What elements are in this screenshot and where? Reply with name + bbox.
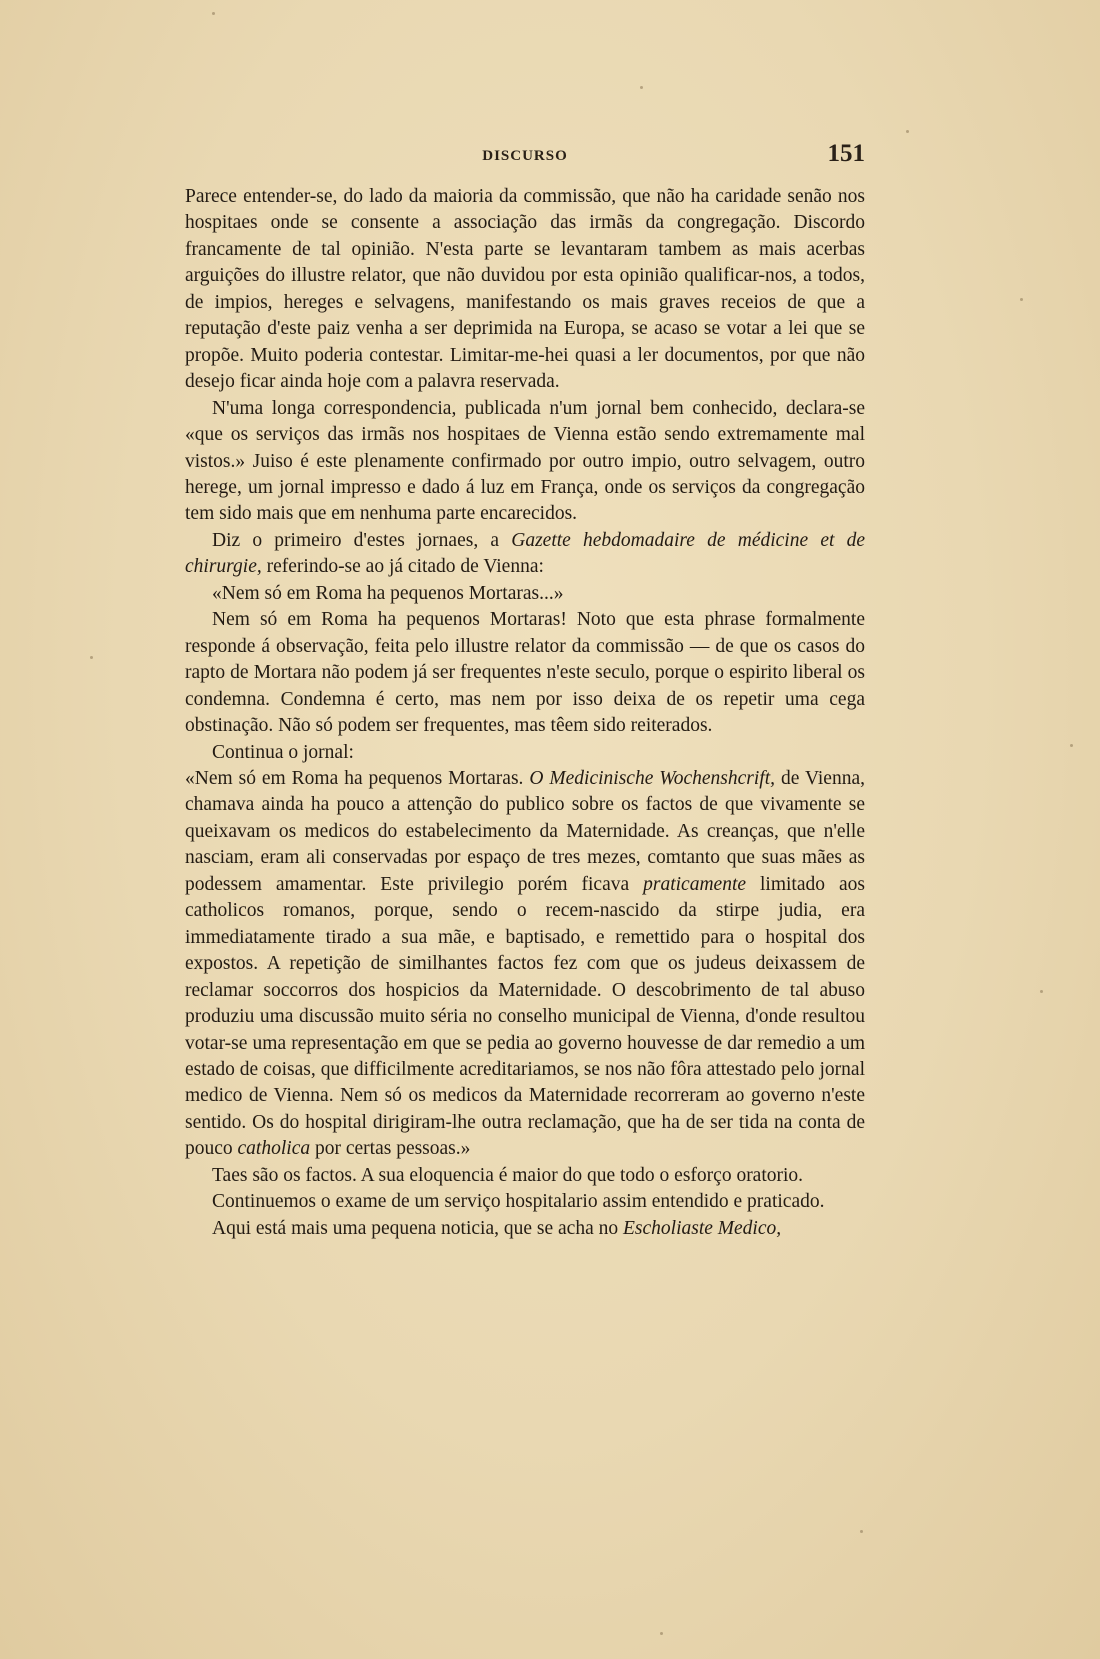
page-number: 151 [827,140,865,167]
paragraph-text: Diz o primeiro d'estes jornaes, a [212,529,512,551]
paper-speck [906,130,909,133]
emphasis-italic: praticamente [643,873,747,895]
journal-title-italic: O Medicinische Wochenshcrift, [529,767,776,789]
quote-paragraph [185,766,865,1163]
paper-speck [660,1632,663,1635]
paragraph [185,1216,865,1242]
text-column [185,184,865,1242]
paper-speck [640,86,643,89]
paper-speck [860,1530,863,1533]
paper-speck [90,656,93,659]
emphasis-italic: catholica [237,1138,311,1160]
quote-paragraph: «Nem só em Roma ha pequenos Mortaras...» [212,582,564,604]
paragraph-text: por certas pessoas.» [310,1138,471,1160]
paragraph-text: limitado aos catholicos romanos, porque, sendo o recem-nascido da stirpe judia, era immediatamente tirado a sua mãe, e baptisado, e remettido para o hospital dos expostos. A repetição de similhantes factos fez com que os judeus deixassem de reclamar soccorros dos hospicios da Maternidade. O descobrimento de tal abuso produziu uma discussão muito séria no conselho municipal de Vienna, d'onde resultou votar-se uma representação em que se pedia ao governo houvesse de dar remedio a um estado de coisas, que difficilmente acreditariamos, se nos não fôra attestado pelo jornal medico de Vienna. Nem só os medicos da Maternidade recorreram ao governo n'este sentido. Os do hospital dirigiram-lhe outra reclamação, que ha de ser tida na conta de pouco [185,873,865,1160]
paper-speck [1040,990,1043,993]
paragraph-text: «Nem só em Roma ha pequenos Mortaras. [185,767,530,789]
running-title: DISCURSO [482,148,568,164]
journal-title-italic: Escholiaste Medico, [623,1217,782,1239]
paragraph: Parece entender-se, do lado da maioria da commissão, que não ha caridade senão nos hospitaes onde se consente a associação das irmãs da congregação. Discordo francamente de tal opinião. N'esta parte se levantaram tambem as mais acerbas arguições do illustre relator, que não duvidou por esta opinião qualificar-nos, a todos, de impios, hereges e selvagens, manifestando os mais graves receios de que a reputação d'este paiz venha a ser deprimida na Europa, se acaso se votar a lei que se propõe. Muito poderia contestar. Limitar-me-hei quasi a ler documentos, por que não desejo ficar ainda hoje com a palavra reservada. [185,186,865,393]
paper-speck [212,12,215,15]
paragraph: N'uma longa correspondencia, publicada n'um jornal bem conhecido, declara-se «que os serviços das irmãs nos hospitaes de Vienna estão sendo extremamente mal vistos.» Juiso é este plenamente confirmado por outro impio, outro selvagem, outro herege, um jornal impresso e dado á luz em França, onde os serviços da congregação tem sido mais que em nenhuma parte encarecidos. [185,397,865,525]
paragraph: Continuemos o exame de um serviço hospitalario assim entendido e praticado. [212,1191,825,1213]
page-header [185,140,865,170]
paper-speck [1070,744,1073,747]
journal-title-italic: Gazette hebdomadaire de médicine et de chirurgie, [185,529,865,578]
paragraph-text: de Vienna, chamava ainda ha pouco a attenção do publico sobre os factos de que vivamente se queixavam os medicos do estabelecimento da Maternidade. As creanças, que n'elle nasciam, eram ali conservadas por espaço de tres mezes, comtanto que suas mães as podessem amamentar. Este privilegio porém ficava [185,767,865,895]
paragraph [185,528,865,581]
paragraph: Continua o jornal: [212,741,354,763]
paper-speck [1020,298,1023,301]
paragraph: Taes são os factos. A sua eloquencia é maior do que todo o esforço oratorio. [212,1164,804,1186]
paragraph: Nem só em Roma ha pequenos Mortaras! Noto que esta phrase formalmente responde á observação, feita pelo illustre relator da commissão — de que os casos do rapto de Mortara não podem já ser frequentes n'este seculo, porque o espirito liberal os condemna. Condemna é certo, mas nem por isso deixa de os repetir uma cega obstinação. Não só podem ser frequentes, mas têem sido reiterados. [185,609,865,737]
paragraph-text: Aqui está mais uma pequena noticia, que se acha no [212,1217,623,1239]
paragraph-text: referindo-se ao já citado de Vienna: [261,556,544,578]
